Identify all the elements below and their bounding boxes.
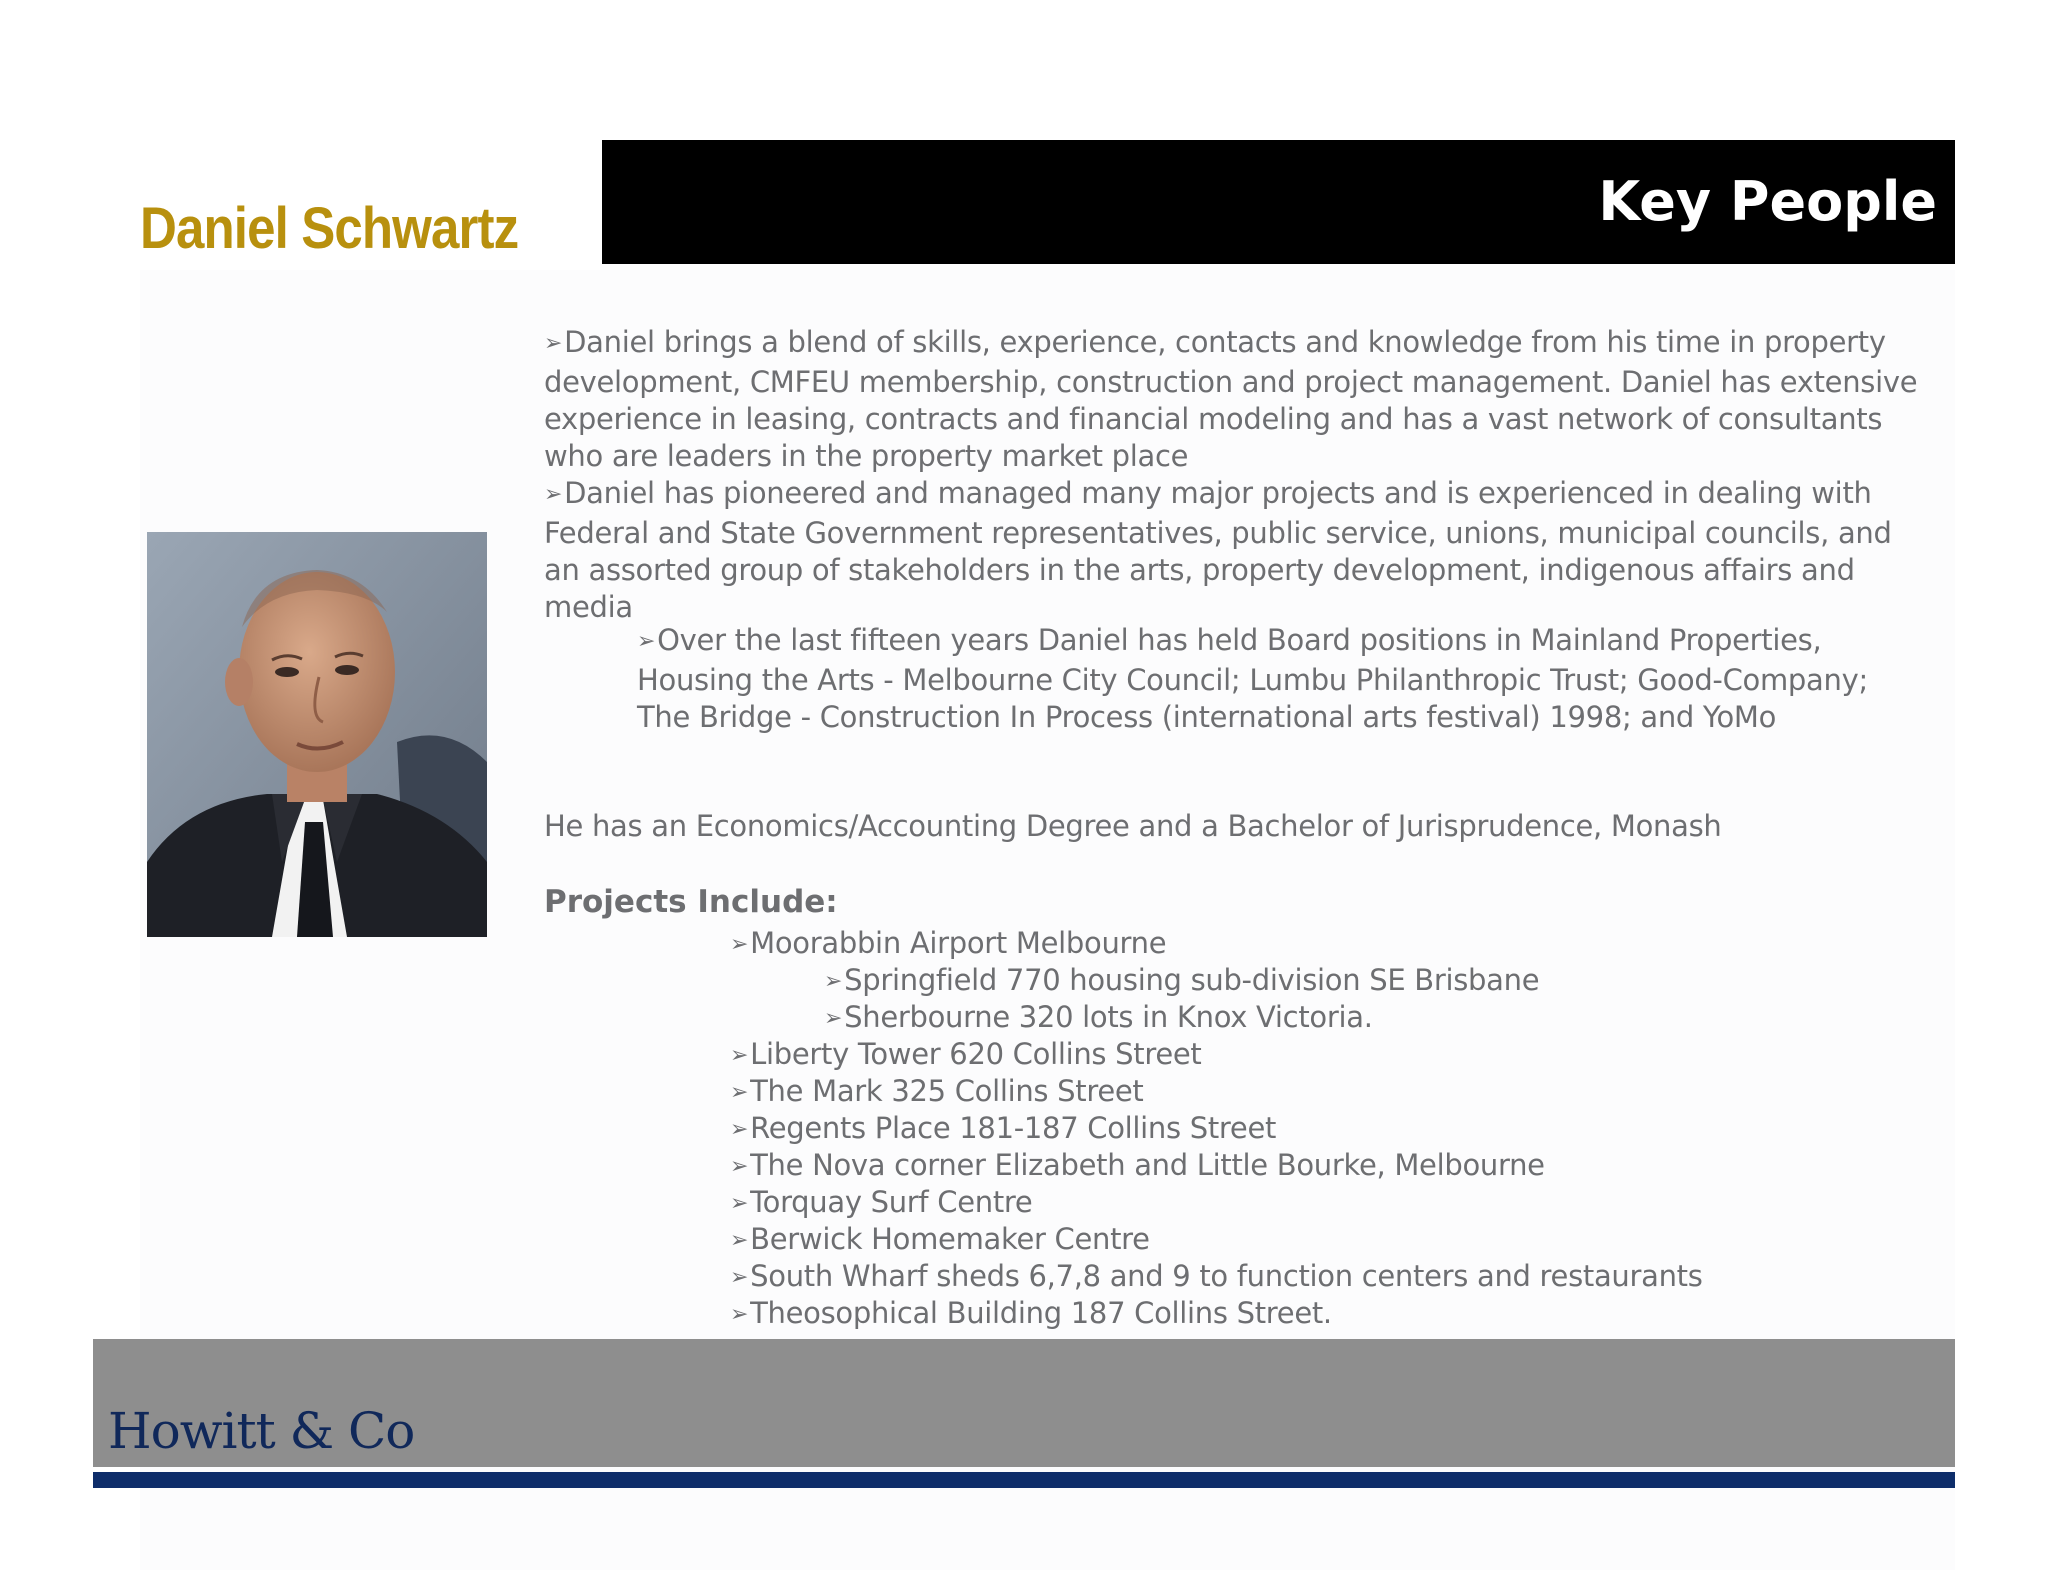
project-item bbox=[730, 925, 1930, 962]
project-item bbox=[730, 1073, 1930, 1110]
arrowhead-bullet-icon: ➢ bbox=[637, 629, 656, 654]
arrowhead-bullet-icon: ➢ bbox=[730, 1228, 749, 1253]
footer-accent-line bbox=[93, 1472, 1955, 1488]
project-label: Theosophical Building 187 Collins Street. bbox=[750, 1296, 1332, 1330]
project-label: Springfield 770 housing sub-division SE Brisbane bbox=[844, 963, 1540, 997]
bio-section bbox=[544, 324, 1924, 626]
project-label: Berwick Homemaker Centre bbox=[750, 1222, 1150, 1256]
arrowhead-bullet-icon: ➢ bbox=[544, 331, 563, 356]
arrowhead-bullet-icon: ➢ bbox=[730, 1043, 749, 1068]
project-item bbox=[730, 1258, 1930, 1295]
arrowhead-bullet-icon: ➢ bbox=[730, 1117, 749, 1142]
project-label: Sherbourne 320 lots in Knox Victoria. bbox=[844, 1000, 1373, 1034]
portrait-illustration bbox=[147, 532, 487, 937]
arrowhead-bullet-icon: ➢ bbox=[730, 932, 749, 957]
degree-text: He has an Economics/Accounting Degree and a Bachelor of Jurisprudence, Monash bbox=[544, 809, 1722, 843]
project-label: Regents Place 181-187 Collins Street bbox=[750, 1111, 1277, 1145]
project-item bbox=[730, 1184, 1930, 1221]
arrowhead-bullet-icon: ➢ bbox=[730, 1191, 749, 1216]
projects-heading: Projects Include: bbox=[544, 884, 838, 920]
project-label: Moorabbin Airport Melbourne bbox=[750, 926, 1167, 960]
project-label: Liberty Tower 620 Collins Street bbox=[750, 1037, 1202, 1071]
project-item bbox=[730, 962, 1930, 999]
company-logo: Howitt & Co bbox=[108, 1402, 415, 1460]
project-item bbox=[730, 1295, 1930, 1332]
arrowhead-bullet-icon: ➢ bbox=[544, 482, 563, 507]
arrowhead-bullet-icon: ➢ bbox=[824, 969, 843, 994]
project-label: Torquay Surf Centre bbox=[750, 1185, 1033, 1219]
arrowhead-bullet-icon: ➢ bbox=[730, 1080, 749, 1105]
project-label: The Nova corner Elizabeth and Little Bourke, Melbourne bbox=[750, 1148, 1545, 1182]
projects-list bbox=[730, 925, 1930, 1332]
arrowhead-bullet-icon: ➢ bbox=[824, 1006, 843, 1031]
project-item bbox=[730, 1221, 1930, 1258]
project-item bbox=[730, 999, 1930, 1036]
project-item bbox=[730, 1036, 1930, 1073]
bio-paragraph-2: ➢Daniel has pioneered and managed many major projects and is experienced in dealing with Federal and State Government representatives, public service, unions, municipal councils, and an assorted group of stakeholders in the arts, property development, indigenous affairs and media bbox=[544, 476, 1892, 624]
board-positions: ➢Over the last fifteen years Daniel has held Board positions in Mainland Properties, Housing the Arts - Melbourne City Council; Lumbu Philanthropic Trust; Good-Company; The Bridge - Construction In Process (international arts festival) 1998; and YoMo bbox=[637, 623, 1868, 734]
section-title: Key People bbox=[1598, 170, 1937, 233]
header-bar bbox=[602, 140, 1955, 264]
project-label: The Mark 325 Collins Street bbox=[750, 1074, 1144, 1108]
project-item bbox=[730, 1110, 1930, 1147]
arrowhead-bullet-icon: ➢ bbox=[730, 1265, 749, 1290]
portrait-photo bbox=[147, 532, 487, 937]
bio-paragraph-1: ➢Daniel brings a blend of skills, experience, contacts and knowledge from his time in property development, CMFEU membership, construction and project management. Daniel has extensive experience in leasing, contracts and financial modeling and has a vast network of consultants who are leaders in the property market place bbox=[544, 325, 1918, 473]
arrowhead-bullet-icon: ➢ bbox=[730, 1154, 749, 1179]
person-name: Daniel Schwartz bbox=[140, 196, 519, 261]
arrowhead-bullet-icon: ➢ bbox=[730, 1302, 749, 1327]
project-label: South Wharf sheds 6,7,8 and 9 to function centers and restaurants bbox=[750, 1259, 1703, 1293]
project-item bbox=[730, 1147, 1930, 1184]
